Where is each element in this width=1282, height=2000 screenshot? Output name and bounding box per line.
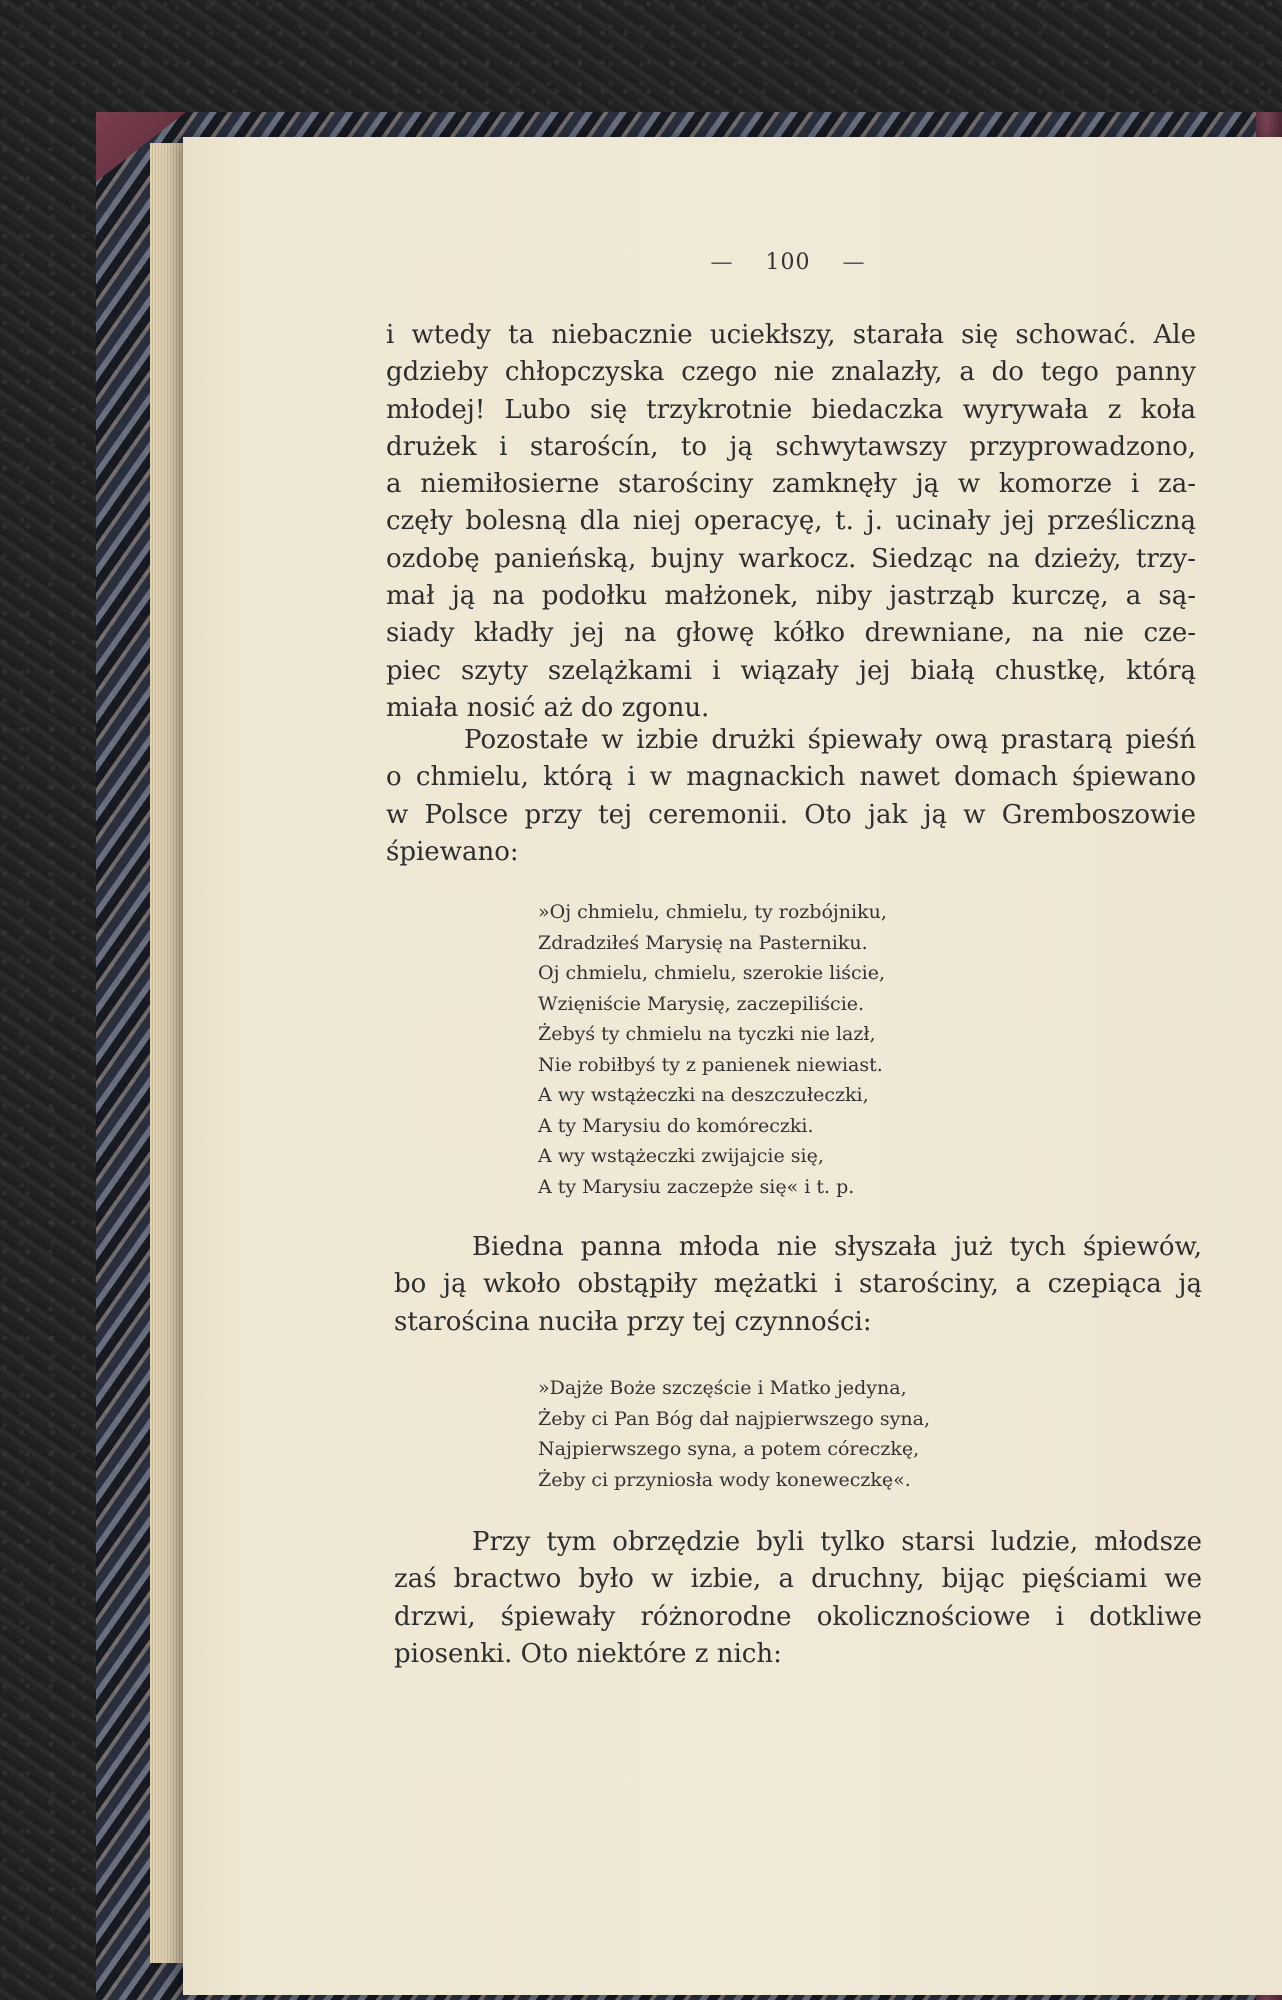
poem-1 (538, 897, 887, 1202)
poem-line: Zdradziłeś Marysię na Pasterniku. (538, 931, 868, 954)
text-line: gdzieby chłopczyska czego nie znalazły, a do tego panny (386, 357, 1196, 388)
text-line: a niemiłosierne starościny zamknęły ją w komorze i za- (386, 469, 1196, 500)
text-line: mał ją na podołku małżonek, niby jastrząb kurczę, a są- (386, 581, 1196, 612)
poem-line: Żeby ci przyniosła wody koneweczkę«. (538, 1468, 911, 1491)
paragraph-4 (394, 1524, 1202, 1673)
poem-line: Wzięniście Marysię, zaczepiliście. (538, 992, 865, 1015)
page-number-dash-left: — (710, 250, 734, 275)
poem-line: »Dajże Boże szczęście i Matko jedyna, (538, 1377, 907, 1399)
text-line: piosenki. Oto niektóre z nich: (394, 1638, 782, 1669)
paragraph-3 (394, 1229, 1202, 1341)
text-line: drzwi, śpiewały różnorodne okolicznościowe i dotkliwe (394, 1601, 1202, 1632)
text-line: zaś bractwo było w izbie, a druchny, bijąc pięściami we (394, 1564, 1202, 1595)
text-line: miała nosić aż do zgonu. (386, 692, 710, 723)
text-line: siady kładły jej na głowę kółko drewniane, na nie cze- (386, 618, 1196, 649)
poem-line: A ty Marysiu zaczepże się« i t. p. (538, 1175, 855, 1198)
poem-line: »Oj chmielu, chmielu, ty rozbójniku, (538, 901, 887, 923)
text-line: młodej! Lubo się trzykrotnie biedaczka wyrywała z koła (386, 394, 1196, 425)
paragraph-1 (386, 317, 1196, 727)
poem-line: A wy wstążeczki na deszczułeczki, (538, 1084, 869, 1106)
text-line: Biedna panna młoda nie słyszała już tych śpiewów, (472, 1232, 1202, 1262)
text-line: Pozostałe w izbie drużki śpiewały ową prastarą pieśń (464, 725, 1196, 755)
poem-line: Nie robiłbyś ty z panienek niewiast. (538, 1053, 883, 1076)
text-line: o chmielu, którą i w magnackich nawet domach śpiewano (386, 762, 1196, 793)
poem-line: Oj chmielu, chmielu, szerokie liście, (538, 962, 886, 984)
poem-line: Żeby ci Pan Bóg dał najpierwszego syna, (538, 1407, 930, 1430)
text-line: drużek i staroścín, to ją schwytawszy przyprowadzono, (386, 431, 1196, 462)
page-number-dash-right: — (842, 250, 866, 275)
poem-line: A wy wstążeczki zwijajcie się, (538, 1145, 824, 1167)
poem-line: A ty Marysiu do komóreczki. (538, 1114, 814, 1137)
page-number (703, 250, 873, 275)
text-line: bo ją wkoło obstąpiły mężatki i starościny, a czepiąca ją (394, 1269, 1202, 1300)
text-line: śpiewano: (386, 836, 519, 867)
text-line: piec szyty szelążkami i wiązały jej białą chustkę, którą (386, 655, 1196, 686)
paragraph-2 (386, 722, 1196, 871)
text-line: starościna nuciła przy tej czynności: (394, 1306, 872, 1337)
text-line: w Polsce przy tej ceremonii. Oto jak ją w Gremboszowie (386, 799, 1196, 830)
text-line: i wtedy ta niebacznie uciekłszy, starała się schować. Ale (386, 320, 1196, 350)
text-line: częły bolesną dla niej operacyę, t. j. ucinały jej prześliczną (386, 506, 1196, 537)
page-number-value: 100 (765, 250, 811, 275)
text-line: ozdobę panieńską, bujny warkocz. Siedząc na dzieży, trzy- (386, 543, 1196, 574)
poem-2 (538, 1373, 930, 1495)
poem-line: Żebyś ty chmielu na tyczki nie lazł, (538, 1023, 876, 1045)
text-line: Przy tym obrzędzie byli tylko starsi ludzie, młodsze (472, 1527, 1202, 1557)
poem-line: Najpierwszego syna, a potem córeczkę, (538, 1438, 920, 1460)
